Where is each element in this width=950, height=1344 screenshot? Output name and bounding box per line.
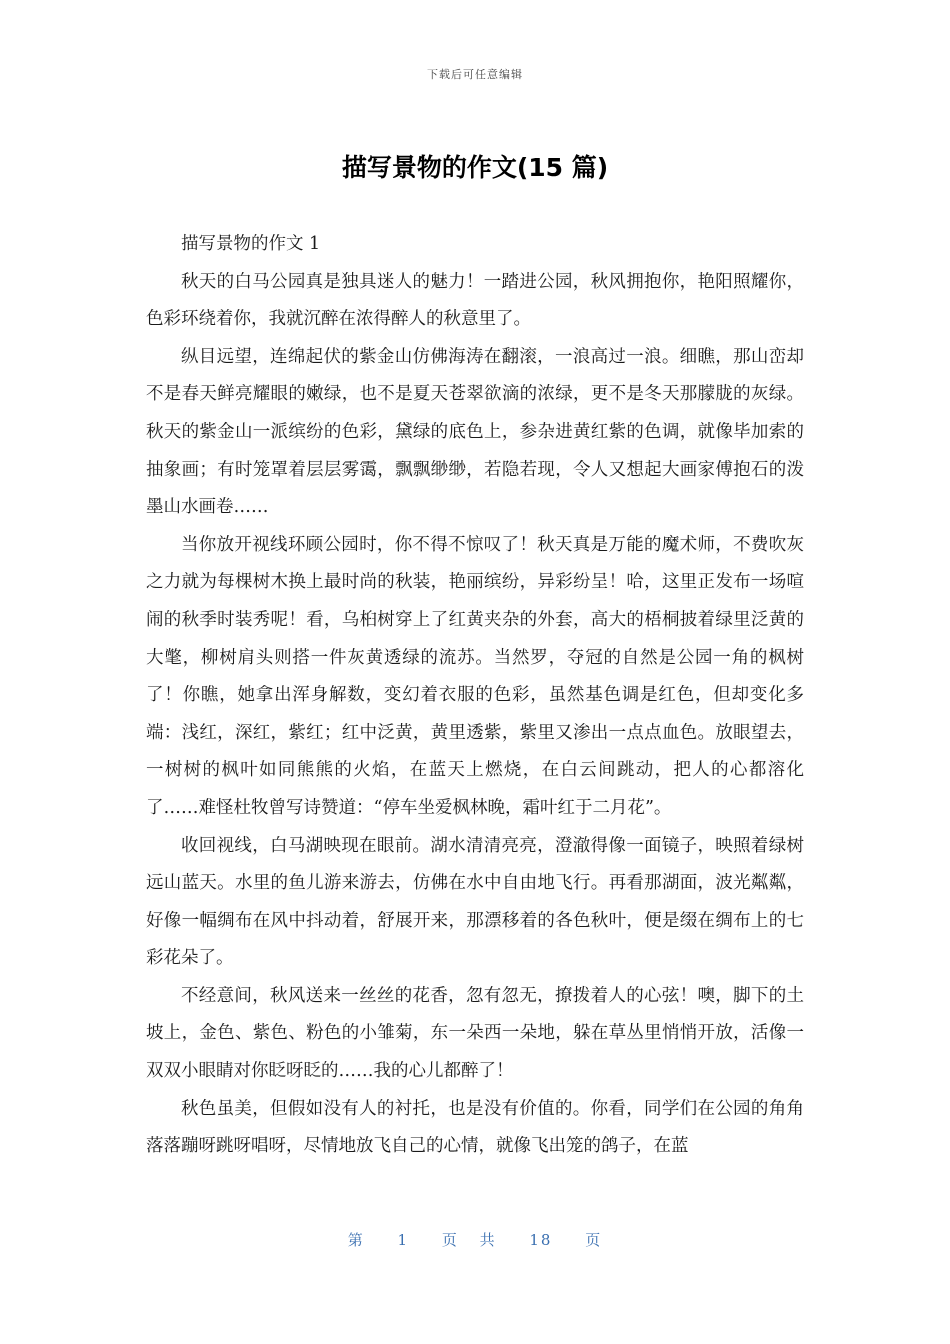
header-note: 下载后可任意编辑 xyxy=(427,68,523,81)
current-page-number: 1 xyxy=(397,1231,410,1249)
page-label-mid: 页 共 xyxy=(441,1231,497,1249)
paragraph: 纵目远望，连绵起伏的紫金山仿佛海涛在翻滚，一浪高过一浪。细瞧，那山峦却不是春天鲜亮耀眼的嫩绿，也不是夏天苍翠欲滴的浓绿，更不是冬天那朦胧的灰绿。秋天的紫金山一派缤纷的色彩，黛绿的底色上，参杂进黄红紫的色调，就像毕加索的抽象画；有时笼罩着层层雾霭，飘飘缈缈，若隐若现，令人又想起大画家傅抱石的泼墨山水画卷…… xyxy=(146,346,804,518)
paragraph: 不经意间，秋风送来一丝丝的花香，忽有忽无，撩拨着人的心弦！噢，脚下的土坡上，金色、紫色、粉色的小雏菊，东一朵西一朵地，躲在草丛里悄悄开放，活像一双双小眼睛对你眨呀眨的……我的心儿都醉了！ xyxy=(146,985,804,1082)
paragraph: 秋色虽美，但假如没有人的衬托，也是没有价值的。你看，同学们在公园的角角落落蹦呀跳呀唱呀，尽情地放飞自己的心情，就像飞出笼的鸽子，在蓝 xyxy=(146,1098,804,1157)
page-label-prefix: 第 xyxy=(347,1231,365,1249)
section-heading: 描写景物的作文 1 xyxy=(181,234,321,254)
paragraph: 当你放开视线环顾公园时，你不得不惊叹了！秋天真是万能的魔术师，不费吹灰之力就为每棵树木换上最时尚的秋装，艳丽缤纷，异彩纷呈！哈，这里正发布一场喧闹的秋季时装秀呢！看，乌桕树穿上了红黄夹杂的外套，高大的梧桐披着绿里泛黄的大氅，柳树肩头则搭一件灰黄透绿的流苏。当然罗，夺冠的自然是公园一角的枫树了！你瞧，她拿出浑身解数，变幻着衣服的色彩，虽然基色调是红色，但却变化多端：浅红，深红，紫红；红中泛黄，黄里透紫，紫里又渗出一点点血色。放眼望去，一树树的枫叶如同熊熊的火焰，在蓝天上燃烧，在白云间跳动，把人的心都溶化了……难怪杜牧曾写诗赞道：“停车坐爱枫林晚，霜叶红于二月花”。 xyxy=(146,534,804,818)
page-footer xyxy=(0,1229,950,1250)
page-label-suffix: 页 xyxy=(585,1231,603,1249)
paragraph: 秋天的白马公园真是独具迷人的魅力！一踏进公园，秋风拥抱你，艳阳照耀你，色彩环绕着你，我就沉醉在浓得醉人的秋意里了。 xyxy=(146,271,804,330)
document-body xyxy=(146,226,804,1166)
paragraph: 收回视线，白马湖映现在眼前。湖水清清亮亮，澄澈得像一面镜子，映照着绿树远山蓝天。水里的鱼儿游来游去，仿佛在水中自由地飞行。再看那湖面，波光粼粼，好像一幅绸布在风中抖动着，舒展开来，那漂移着的各色秋叶，便是缀在绸布上的七彩花朵了。 xyxy=(146,835,804,969)
total-pages-number: 18 xyxy=(529,1231,553,1249)
document-title: 描写景物的作文(15 篇) xyxy=(341,153,609,182)
